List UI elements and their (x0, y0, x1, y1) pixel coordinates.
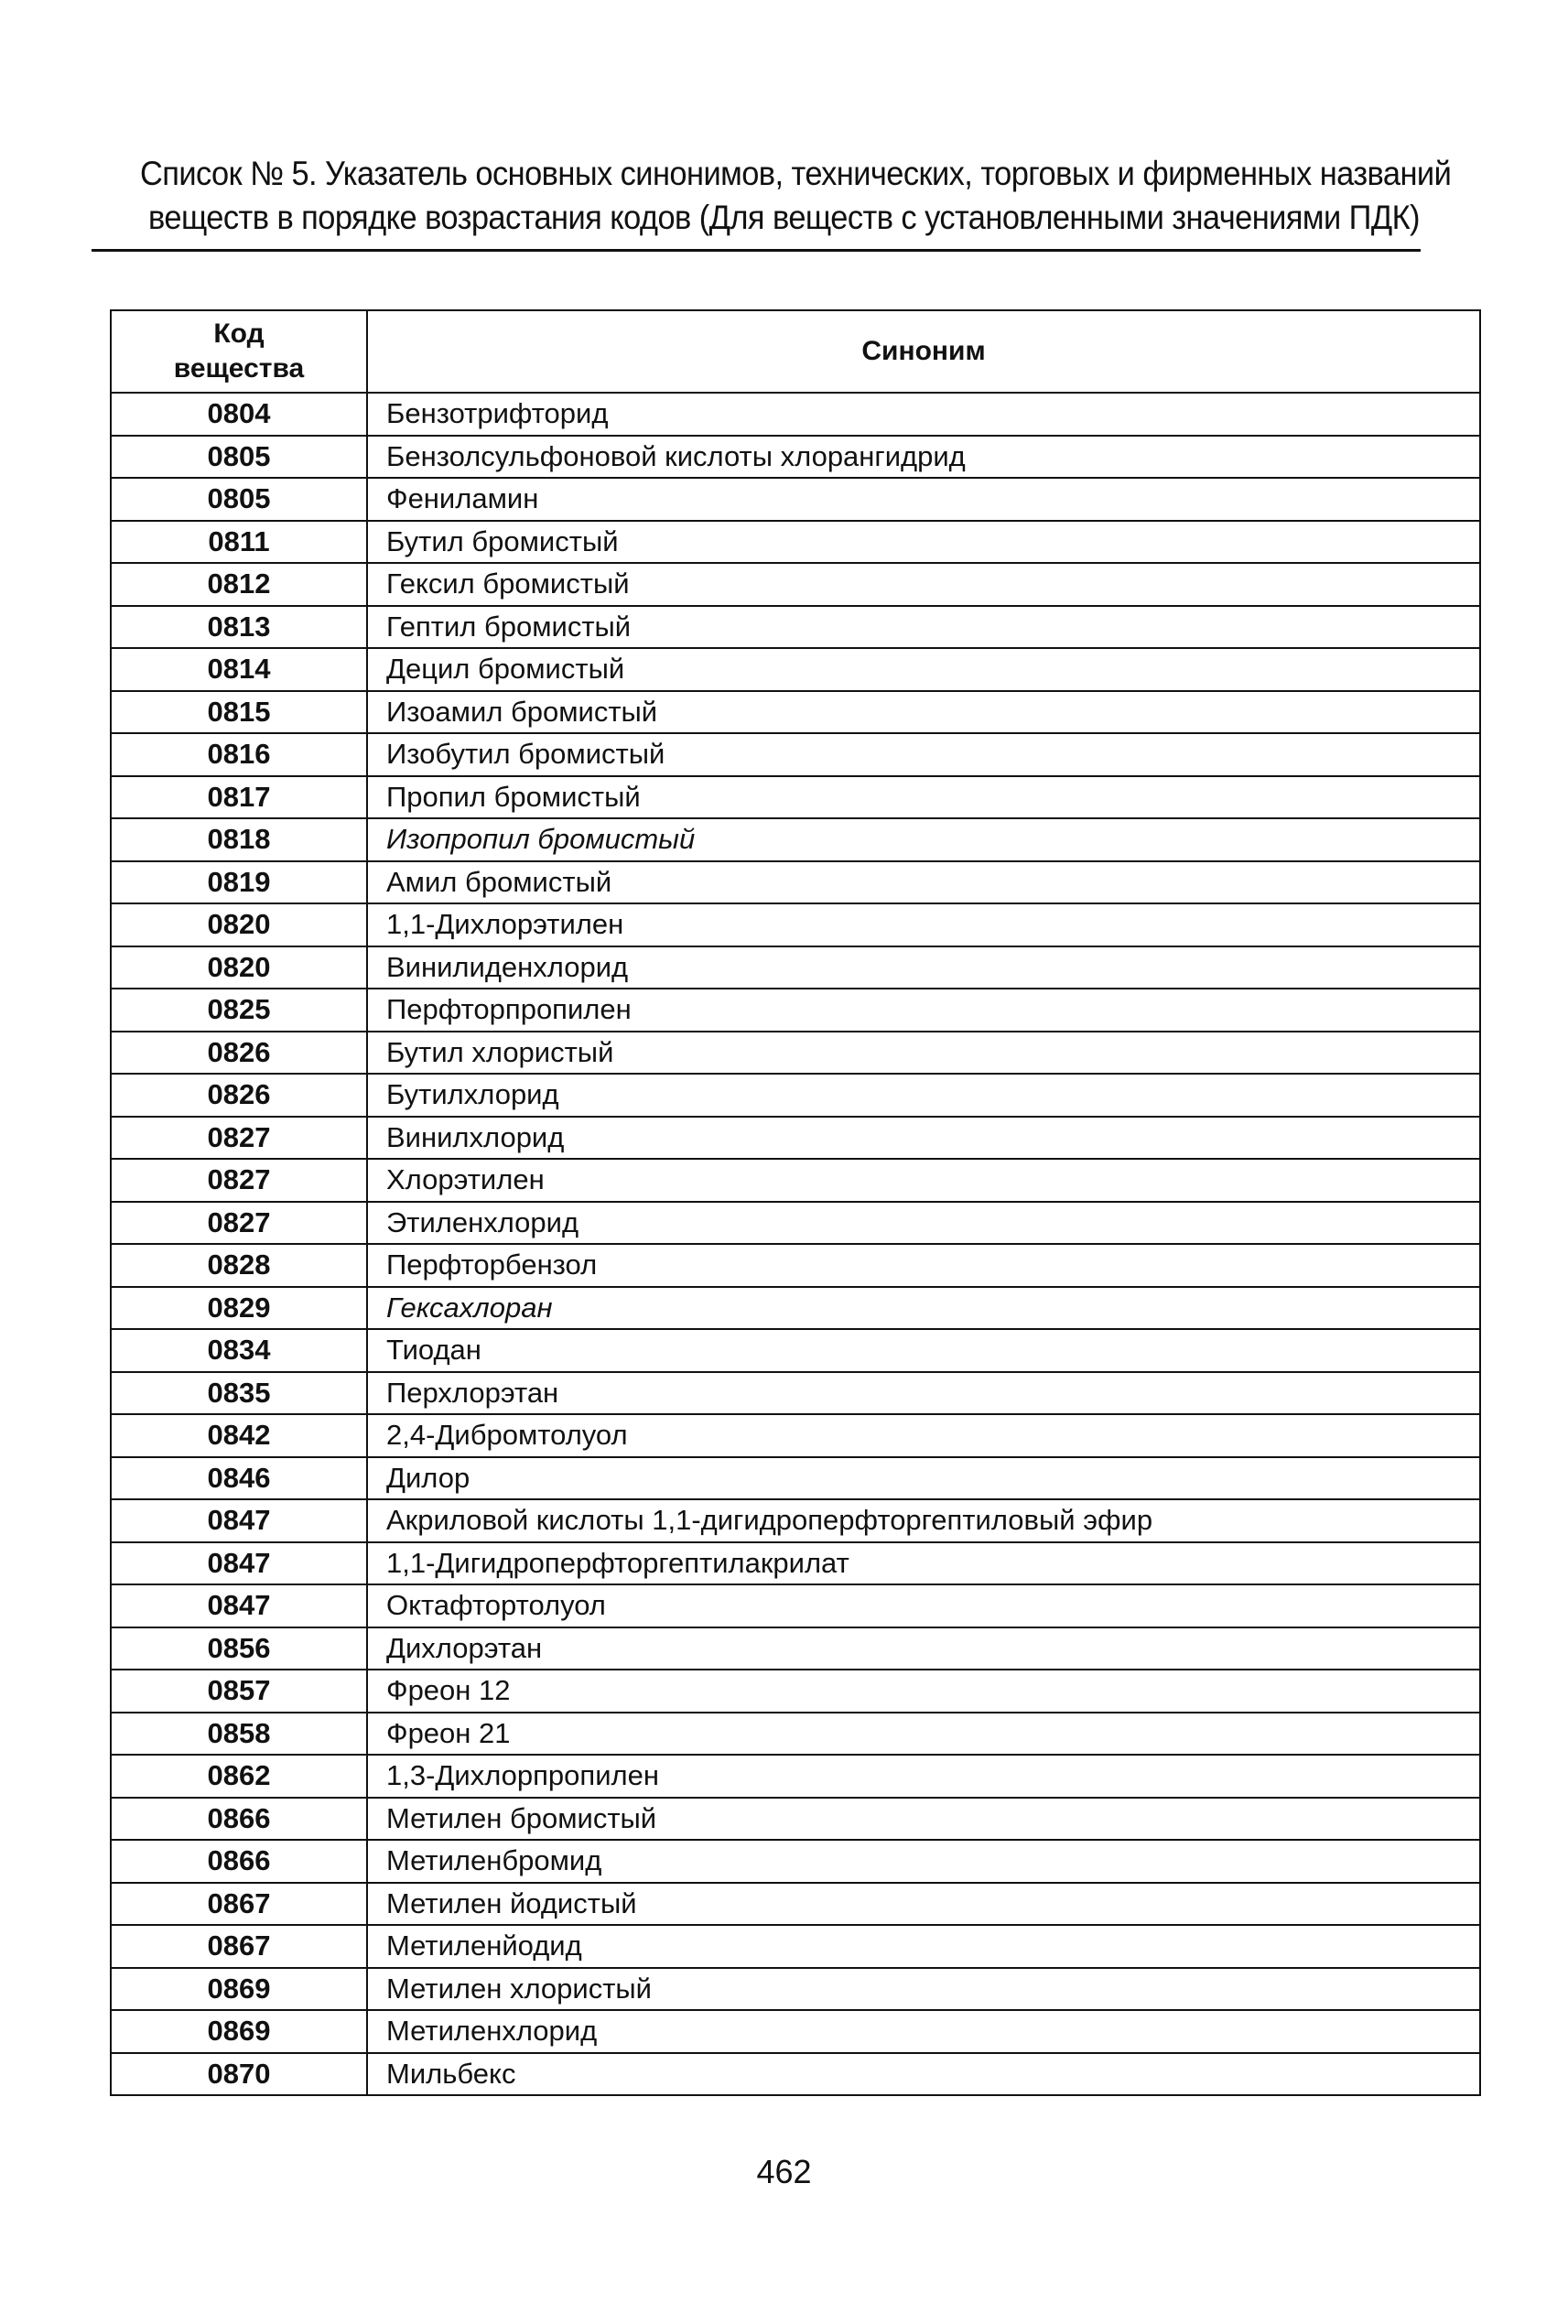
substance-code-cell: 0867 (111, 1883, 367, 1926)
substance-code-cell: 0846 (111, 1457, 367, 1500)
table-row (111, 1798, 1480, 1841)
table-row (111, 903, 1480, 946)
synonym-cell: Бензолсульфоновой кислоты хлорангидрид (367, 436, 1480, 479)
table-row (111, 1883, 1480, 1926)
substance-code-cell: 0811 (111, 521, 367, 564)
table-row (111, 989, 1480, 1032)
synonym-cell: Изопропил бромистый (367, 818, 1480, 861)
synonym-cell: Дилор (367, 1457, 1480, 1500)
column-header-synonym: Синоним (367, 310, 1480, 393)
substance-code-cell: 0869 (111, 1968, 367, 2011)
table-row (111, 521, 1480, 564)
table-row (111, 1499, 1480, 1542)
synonym-table (110, 309, 1481, 2096)
substance-code-cell: 0813 (111, 606, 367, 649)
table-row (111, 1202, 1480, 1245)
substance-code-cell: 0805 (111, 436, 367, 479)
page-title (139, 152, 1452, 240)
substance-code-cell: 0826 (111, 1074, 367, 1117)
synonym-cell: Акриловой кислоты 1,1-дигидроперфторгептиловый эфир (367, 1499, 1480, 1542)
synonym-cell: Фреон 21 (367, 1713, 1480, 1756)
synonym-cell: Перфторпропилен (367, 989, 1480, 1032)
table-row (111, 2053, 1480, 2096)
table-row (111, 776, 1480, 819)
substance-code-cell: 0815 (111, 691, 367, 734)
substance-code-cell: 0804 (111, 393, 367, 436)
page-number: 462 (756, 2153, 812, 2190)
table-row (111, 393, 1480, 436)
substance-code-cell: 0847 (111, 1542, 367, 1585)
table-row (111, 1244, 1480, 1287)
synonym-cell: 1,1-Дихлорэтилен (367, 903, 1480, 946)
substance-code-cell: 0857 (111, 1670, 367, 1713)
table-row (111, 818, 1480, 861)
column-header-code (111, 310, 367, 393)
table-row (111, 691, 1480, 734)
synonym-cell: Метилен бромистый (367, 1798, 1480, 1841)
table-row (111, 648, 1480, 691)
substance-code-cell: 0866 (111, 1798, 367, 1841)
column-header-code-line-2: вещества (173, 353, 305, 384)
table-row (111, 733, 1480, 776)
synonym-cell: 2,4-Дибромтолуол (367, 1414, 1480, 1457)
synonym-cell: Тиодан (367, 1329, 1480, 1372)
synonym-cell: Метиленйодид (367, 1925, 1480, 1968)
substance-code-cell: 0827 (111, 1117, 367, 1160)
synonym-cell: Фениламин (367, 478, 1480, 521)
substance-code-cell: 0828 (111, 1244, 367, 1287)
table-row (111, 1414, 1480, 1457)
table-row (111, 2010, 1480, 2053)
substance-code-cell: 0866 (111, 1840, 367, 1883)
substance-code-cell: 0870 (111, 2053, 367, 2096)
page-title-line-1: Список № 5. Указатель основных синонимов, технических, торговых и фирменных названий (139, 155, 1452, 192)
substance-code-cell: 0858 (111, 1713, 367, 1756)
synonym-cell: Бутилхлорид (367, 1074, 1480, 1117)
substance-code-cell: 0862 (111, 1755, 367, 1798)
synonym-cell: Хлорэтилен (367, 1159, 1480, 1202)
synonym-cell: Метилен хлористый (367, 1968, 1480, 2011)
table-row (111, 1755, 1480, 1798)
table-row (111, 1159, 1480, 1202)
title-underline (92, 249, 1421, 252)
synonym-cell: Перфторбензол (367, 1244, 1480, 1287)
substance-code-cell: 0820 (111, 946, 367, 989)
table-row (111, 1627, 1480, 1670)
table-row (111, 478, 1480, 521)
synonym-cell: 1,3-Дихлорпропилен (367, 1755, 1480, 1798)
page-title-line-2: веществ в порядке возрастания кодов (Для веществ с установленными значениями ПДК) (148, 199, 1420, 236)
synonym-cell: Изоамил бромистый (367, 691, 1480, 734)
synonym-cell: Бензотрифторид (367, 393, 1480, 436)
substance-code-cell: 0827 (111, 1159, 367, 1202)
substance-code-cell: 0856 (111, 1627, 367, 1670)
table-row (111, 1457, 1480, 1500)
substance-code-cell: 0827 (111, 1202, 367, 1245)
substance-code-cell: 0825 (111, 989, 367, 1032)
table-row (111, 1925, 1480, 1968)
substance-code-cell: 0842 (111, 1414, 367, 1457)
substance-code-cell: 0820 (111, 903, 367, 946)
substance-code-cell: 0819 (111, 861, 367, 904)
synonym-cell: Гептил бромистый (367, 606, 1480, 649)
substance-code-cell: 0814 (111, 648, 367, 691)
synonym-cell: Амил бромистый (367, 861, 1480, 904)
synonym-cell: Октафтортолуол (367, 1584, 1480, 1627)
table-row (111, 606, 1480, 649)
synonym-cell: Дихлорэтан (367, 1627, 1480, 1670)
synonym-cell: Гексахлоран (367, 1287, 1480, 1330)
synonym-cell: Этиленхлорид (367, 1202, 1480, 1245)
substance-code-cell: 0816 (111, 733, 367, 776)
substance-code-cell: 0826 (111, 1032, 367, 1075)
table-row (111, 1074, 1480, 1117)
synonym-cell: Перхлорэтан (367, 1372, 1480, 1415)
synonym-cell: Метиленхлорид (367, 2010, 1480, 2053)
substance-code-cell: 0812 (111, 563, 367, 606)
synonym-cell: Децил бромистый (367, 648, 1480, 691)
synonym-cell: Винилхлорид (367, 1117, 1480, 1160)
table-row (111, 1840, 1480, 1883)
table-row (111, 861, 1480, 904)
synonym-cell: 1,1-Дигидроперфторгептилакрилат (367, 1542, 1480, 1585)
substance-code-cell: 0829 (111, 1287, 367, 1330)
table-row (111, 1542, 1480, 1585)
substance-code-cell: 0867 (111, 1925, 367, 1968)
table-row (111, 436, 1480, 479)
table-row (111, 1032, 1480, 1075)
table-body (111, 393, 1480, 2095)
table-row (111, 1329, 1480, 1372)
synonym-cell: Пропил бромистый (367, 776, 1480, 819)
table-row (111, 1117, 1480, 1160)
substance-code-cell: 0869 (111, 2010, 367, 2053)
synonym-cell: Бутил хлористый (367, 1032, 1480, 1075)
synonym-cell: Метилен йодистый (367, 1883, 1480, 1926)
substance-code-cell: 0818 (111, 818, 367, 861)
table-row (111, 1584, 1480, 1627)
table-row (111, 1372, 1480, 1415)
table-row (111, 946, 1480, 989)
substance-code-cell: 0835 (111, 1372, 367, 1415)
table-row (111, 563, 1480, 606)
substance-code-cell: 0847 (111, 1499, 367, 1542)
substance-code-cell: 0847 (111, 1584, 367, 1627)
table-row (111, 1713, 1480, 1756)
substance-code-cell: 0805 (111, 478, 367, 521)
synonym-cell: Фреон 12 (367, 1670, 1480, 1713)
synonym-cell: Мильбекс (367, 2053, 1480, 2096)
table-row (111, 1287, 1480, 1330)
column-header-code-line-1: Код (213, 319, 265, 349)
table-row (111, 1968, 1480, 2011)
synonym-cell: Метиленбромид (367, 1840, 1480, 1883)
synonym-cell: Гексил бромистый (367, 563, 1480, 606)
synonym-cell: Изобутил бромистый (367, 733, 1480, 776)
synonym-cell: Винилиденхлорид (367, 946, 1480, 989)
substance-code-cell: 0834 (111, 1329, 367, 1372)
table-header-row (111, 310, 1480, 393)
substance-code-cell: 0817 (111, 776, 367, 819)
table-row (111, 1670, 1480, 1713)
synonym-cell: Бутил бромистый (367, 521, 1480, 564)
